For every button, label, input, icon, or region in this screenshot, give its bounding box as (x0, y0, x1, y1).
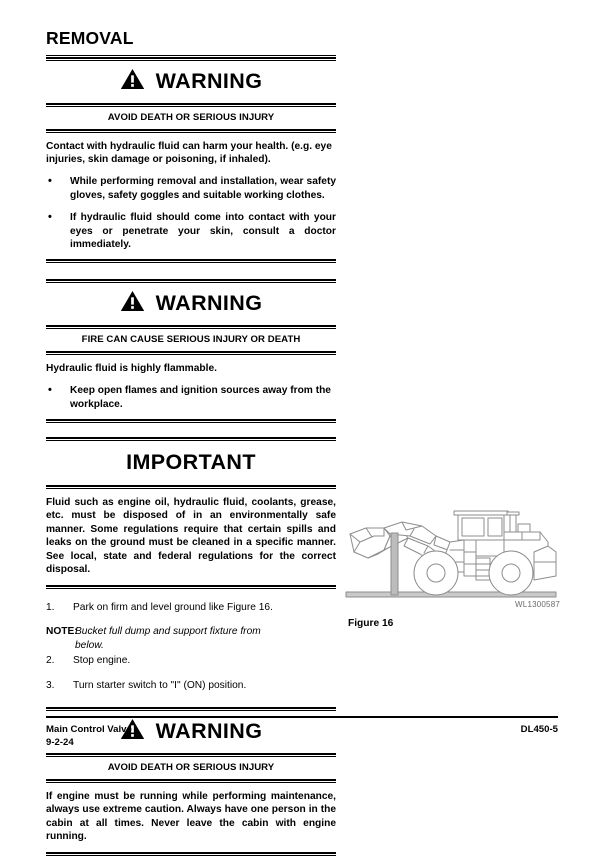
step-3-number: 3. (46, 679, 55, 691)
warning-2-heading: WARNING (155, 291, 263, 316)
list-item (46, 384, 336, 411)
warning-2-body (46, 355, 336, 419)
step-note (46, 625, 346, 652)
important-body-text: Fluid such as engine oil, hydraulic fluid, coolants, grease, etc. must be disposed of in an environmentally safe manner. Some regulations require that certain spills and leaks on the ground must be cleaned in a specific manner. See local, state and federal regulations for the correct disposal. (46, 497, 336, 576)
warning-block-1 (46, 57, 336, 263)
figure-16-image (344, 506, 560, 607)
footer-page-number: 9-2-24 (46, 736, 74, 748)
important-body (46, 489, 336, 584)
warning-3-heading: WARNING (155, 719, 263, 744)
step-1-number: 1. (46, 601, 55, 613)
warning-triangle-icon (120, 290, 145, 317)
step-1-text: Park on firm and level ground like Figure 16. (73, 601, 273, 613)
note-text-line1: Bucket full dump and support fixture from (75, 626, 261, 638)
list-item (46, 211, 336, 251)
list-item-text: Keep open flames and ignition sources away from the workplace. (70, 385, 331, 410)
step-1 (46, 601, 346, 615)
bullet-glyph: • (48, 175, 52, 188)
warning-1-body (46, 133, 336, 260)
figure-image-id: WL1300587 (515, 600, 560, 609)
bullet-glyph: • (48, 384, 52, 397)
important-heading: IMPORTANT (126, 450, 256, 475)
warning-block-2 (46, 279, 336, 423)
warning-1-bullet-list (46, 175, 336, 251)
step-2-number: 2. (46, 655, 55, 667)
procedure-steps (46, 601, 346, 693)
warning-2-subheading: FIRE CAN CAUSE SERIOUS INJURY OR DEATH (81, 334, 301, 346)
warning-2-intro: Hydraulic fluid is highly flammable. (46, 362, 217, 374)
footer-divider (46, 716, 558, 718)
note-label: NOTE: (46, 626, 78, 638)
footer-section-title: Main Control Valve (46, 724, 132, 735)
step-2-text: Stop engine. (73, 655, 131, 667)
warning-triangle-icon (120, 68, 145, 95)
important-block (46, 437, 336, 588)
note-text-line2: below. (75, 639, 104, 651)
step-3 (46, 679, 346, 693)
warning-3-body (46, 783, 336, 852)
warning-2-header (46, 283, 336, 325)
warning-1-header (46, 61, 336, 103)
warning-2-bullet-list (46, 384, 336, 411)
title-divider (46, 55, 336, 56)
list-item-text: While performing removal and installation, wear safety gloves, safety goggles and suitable working clothes. (70, 176, 336, 201)
warning-3-bottom-rule (46, 852, 336, 856)
step-2 (46, 654, 346, 668)
list-item (46, 175, 336, 202)
warning-3-body-text: If engine must be running while performing maintenance, always use extreme caution. Always have one person in the cabin at all times. Never leave the cabin with engine running. (46, 790, 336, 843)
note-text (75, 625, 346, 652)
footer-left (46, 724, 132, 749)
warning-1-intro: Contact with hydraulic fluid can harm your health. (e.g. eye injuries, skin damage or poisoning, if inhaled). (46, 140, 332, 165)
list-item-text: If hydraulic fluid should come into contact with your eyes or penetrate your skin, consult a doctor immediately. (70, 212, 336, 250)
figure-caption: Figure 16 (348, 618, 394, 629)
footer-model: DL450-5 (520, 724, 558, 735)
warning-3-subheading: AVOID DEATH OR SERIOUS INJURY (107, 762, 275, 774)
warning-1-subheading: AVOID DEATH OR SERIOUS INJURY (107, 112, 275, 123)
warning-1-heading: WARNING (155, 68, 263, 93)
bullet-glyph: • (48, 211, 52, 224)
important-bottom-rule (46, 585, 336, 589)
step-3-text: Turn starter switch to "I" (ON) position. (73, 679, 247, 691)
page-title: REMOVAL (46, 28, 134, 48)
